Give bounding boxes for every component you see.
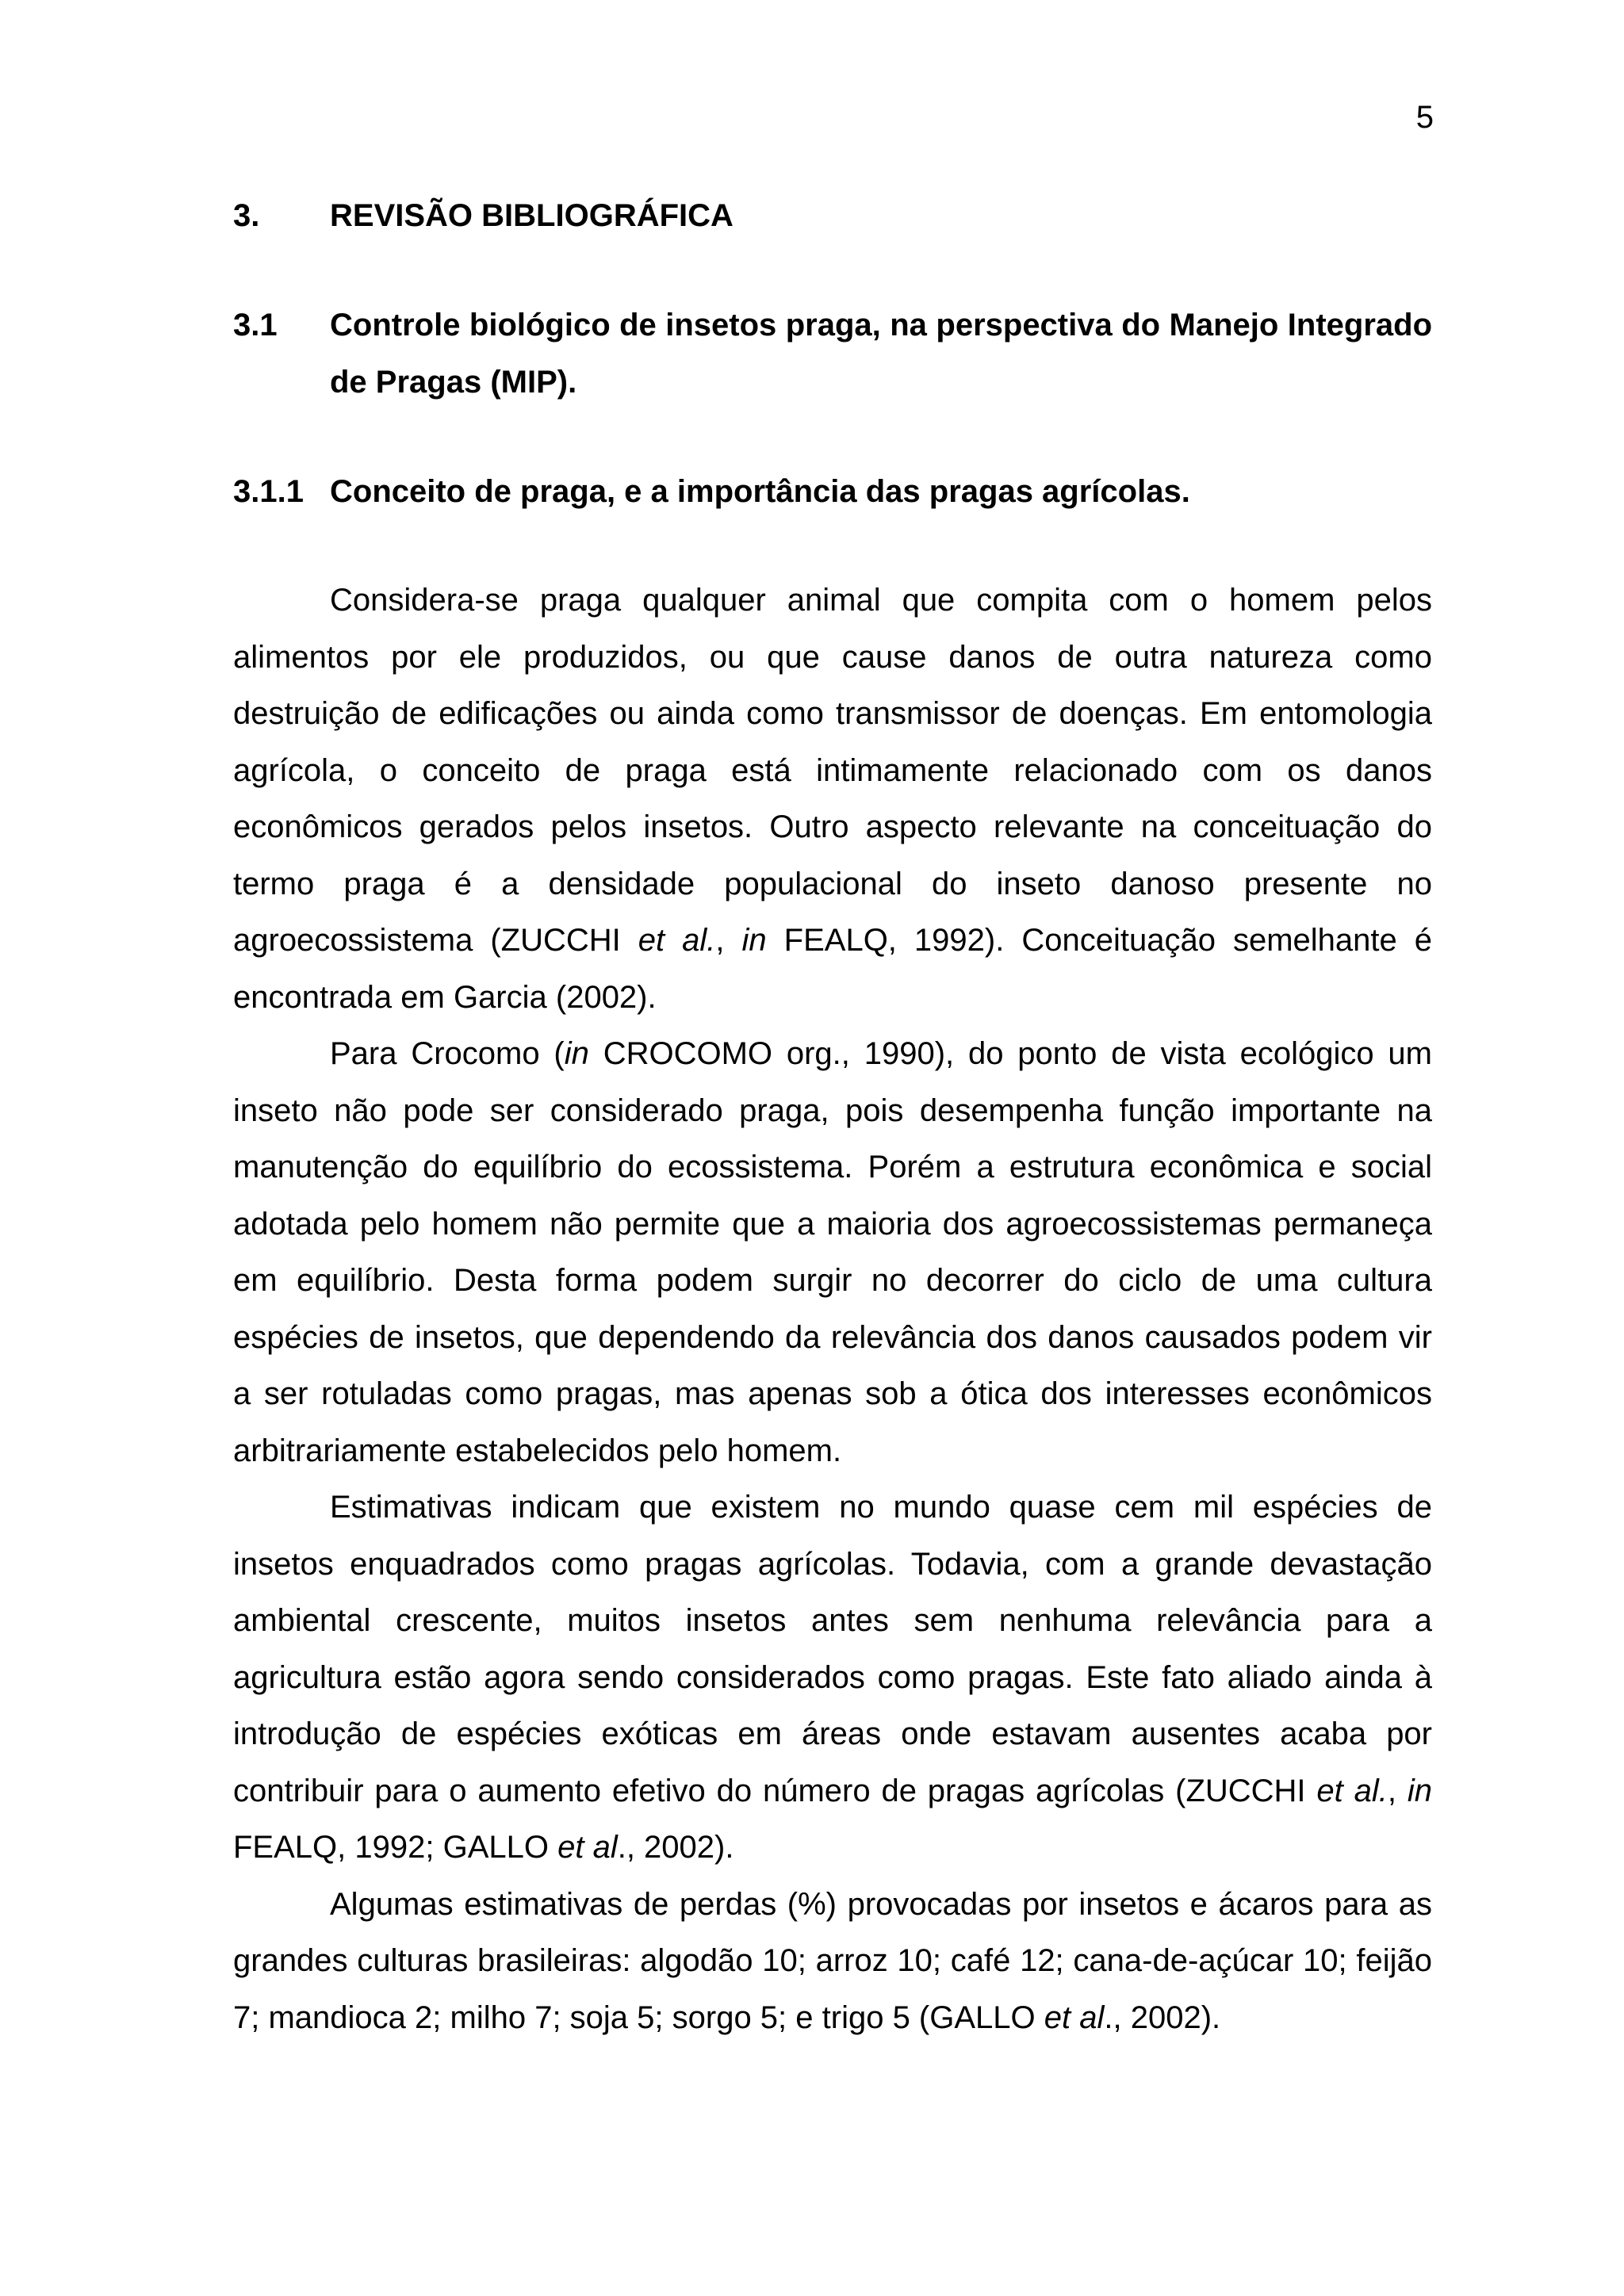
section-heading-3: [233, 187, 1432, 244]
body-text: [233, 572, 1432, 2046]
document-body: [233, 187, 1432, 2046]
paragraph-2: Para Crocomo (in CROCOMO org., 1990), do ponto de vista ecológico um inseto não pode ser considerado praga, pois desempenha função importante na manutenção do equilíbrio do ecossistema. Porém a estrutura econômica e social adotada pelo homem não permite que a maioria dos agroecossistemas permaneça em equilíbrio. Desta forma podem surgir no decorrer do ciclo de uma cultura espécies de insetos, que dependendo da relevância dos danos causados podem vir a ser rotuladas como pragas, mas apenas sob a ótica dos interesses econômicos arbitrariamente estabelecidos pelo homem.: [233, 1036, 1432, 1468]
section-title: Controle biológico de insetos praga, na perspectiva do Manejo Integrado de Pragas (MIP).: [330, 308, 1432, 400]
paragraph-1: Considera-se praga qualquer animal que compita com o homem pelos alimentos por ele produzidos, ou que cause danos de outra natureza como destruição de edificações ou ainda como transmissor de doenças. Em entomologia agrícola, o conceito de praga está intimamente relacionado com os danos econômicos gerados pelos insetos. Outro aspecto relevante na conceituação do termo praga é a densidade populacional do inseto danoso presente no agroecossistema (ZUCCHI et al., in FEALQ, 1992). Conceituação semelhante é encontrada em Garcia (2002).: [233, 583, 1432, 1015]
section-heading-3-1-1: [233, 463, 1432, 520]
section-number: 3.1.1: [233, 474, 304, 509]
paragraph-4: Algumas estimativas de perdas (%) provocadas por insetos e ácaros para as grandes culturas brasileiras: algodão 10; arroz 10; café 12; cana-de-açúcar 10; feijão 7; mandioca 2; milho 7; soja 5; sorgo 5; e trigo 5 (GALLO et al., 2002).: [233, 1886, 1432, 2035]
section-title: Conceito de praga, e a importância das pragas agrícolas.: [330, 474, 1190, 509]
section-title: REVISÃO BIBLIOGRÁFICA: [330, 198, 733, 233]
section-number: 3.: [233, 198, 260, 233]
section-number: 3.1: [233, 308, 278, 342]
section-heading-3-1: [233, 297, 1432, 411]
page-number: 5: [1415, 100, 1434, 135]
paragraph-3: Estimativas indicam que existem no mundo quase cem mil espécies de insetos enquadrados como pragas agrícolas. Todavia, com a grande devastação ambiental crescente, muitos insetos antes sem nenhuma relevância para a agricultura estão agora sendo considerados como pragas. Este fato aliado ainda à introdução de espécies exóticas em áreas onde estavam ausentes acaba por contribuir para o aumento efetivo do número de pragas agrícolas (ZUCCHI et al., in FEALQ, 1992; GALLO et al., 2002).: [233, 1490, 1433, 1865]
